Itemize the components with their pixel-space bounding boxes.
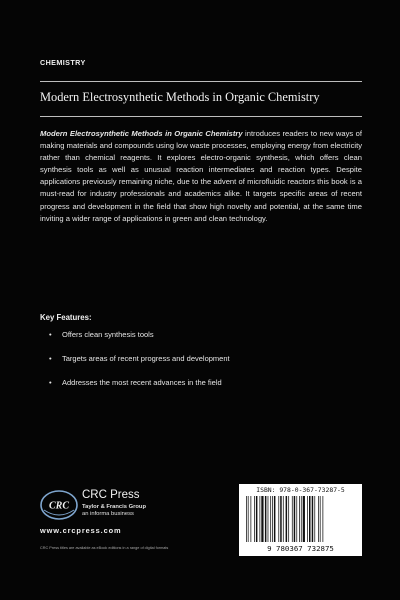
- barcode-bar: [309, 496, 311, 542]
- barcode-panel: [239, 484, 362, 556]
- barcode-bar: [283, 496, 284, 542]
- barcode-bar: [261, 496, 263, 542]
- feature-text: Addresses the most recent advances in the field: [62, 378, 222, 388]
- barcode-bar: [254, 496, 255, 542]
- barcode-bar: [318, 496, 319, 542]
- barcode-bar: [301, 496, 302, 542]
- barcode-bar: [307, 496, 308, 542]
- publisher-url: www.crcpress.com: [40, 526, 122, 535]
- book-title: Modern Electrosynthetic Methods in Organic Chemistry: [40, 90, 320, 104]
- barcode-bar: [292, 496, 293, 542]
- barcode-bar: [256, 496, 258, 542]
- barcode-bar: [314, 496, 315, 542]
- barcode-bar: [278, 496, 279, 542]
- barcode-bar: [268, 496, 269, 542]
- description-text: introduces readers to new ways of making materials and compounds using low waste processes, employing energy from electricity rather than chemical reagents. It explores electro-organic synthesis, which offers clean synthesis tools as well as unusual reaction intermediates and reaction types. Despite applications previously remaining niche, due to the advent of microfluidic reactors this book is a must-read for industry professionals and academics alike. It targets specific areas of recent progress and development in the field that show high novelty and potential, at the same time inviting a wider range of applications in green and clean technology.: [40, 129, 362, 223]
- list-item: [49, 330, 362, 340]
- barcode-bar: [286, 496, 288, 542]
- key-features-heading: Key Features:: [40, 313, 92, 322]
- publisher-group-name: Taylor & Francis Group: [82, 504, 146, 510]
- key-features-list: [49, 330, 362, 403]
- publisher-tagline: an informa business: [82, 511, 134, 517]
- barcode-bar: [272, 496, 273, 542]
- title-rule-top: [40, 81, 362, 82]
- publisher-name: CRC Press: [82, 489, 140, 501]
- list-item: [49, 378, 362, 388]
- barcode-bar: [320, 496, 321, 542]
- book-description: [40, 128, 362, 225]
- bullet-icon: •: [49, 378, 52, 388]
- list-item: [49, 354, 362, 364]
- feature-text: Offers clean synthesis tools: [62, 330, 154, 339]
- crc-press-logo-icon: [40, 490, 78, 520]
- barcode-bar: [260, 496, 261, 542]
- category-label: CHEMISTRY: [40, 58, 86, 67]
- isbn-text: ISBN: 978-0-367-73287-5: [256, 486, 345, 494]
- barcode-bar: [299, 496, 300, 542]
- title-rule-bottom: [40, 116, 362, 117]
- barcode-bar: [294, 496, 296, 542]
- barcode-bar: [265, 496, 267, 542]
- publisher-group: [82, 504, 146, 518]
- barcode-bar: [280, 496, 282, 542]
- description-title: Modern Electrosynthetic Methods in Organic Chemistry: [40, 129, 243, 138]
- barcode-bar: [270, 496, 271, 542]
- barcode-bars: [245, 496, 356, 542]
- barcode-bar: [274, 496, 276, 542]
- barcode-bar: [296, 496, 297, 542]
- barcode-bar: [288, 496, 289, 542]
- barcode-bar: [312, 496, 314, 542]
- logo-text: CRC: [48, 500, 70, 512]
- barcode-bar: [303, 496, 305, 542]
- barcode-bar: [246, 496, 247, 542]
- barcode-number: 9 780367 732875: [267, 544, 334, 553]
- feature-text: Targets areas of recent progress and development: [62, 354, 230, 364]
- bullet-icon: •: [49, 330, 52, 339]
- barcode-bar: [323, 496, 324, 542]
- ebook-footnote: CRC Press titles are available as eBook editions in a range of digital formats: [40, 546, 169, 550]
- bullet-icon: •: [49, 354, 52, 364]
- barcode-bar: [251, 496, 252, 542]
- barcode-bar: [248, 496, 249, 542]
